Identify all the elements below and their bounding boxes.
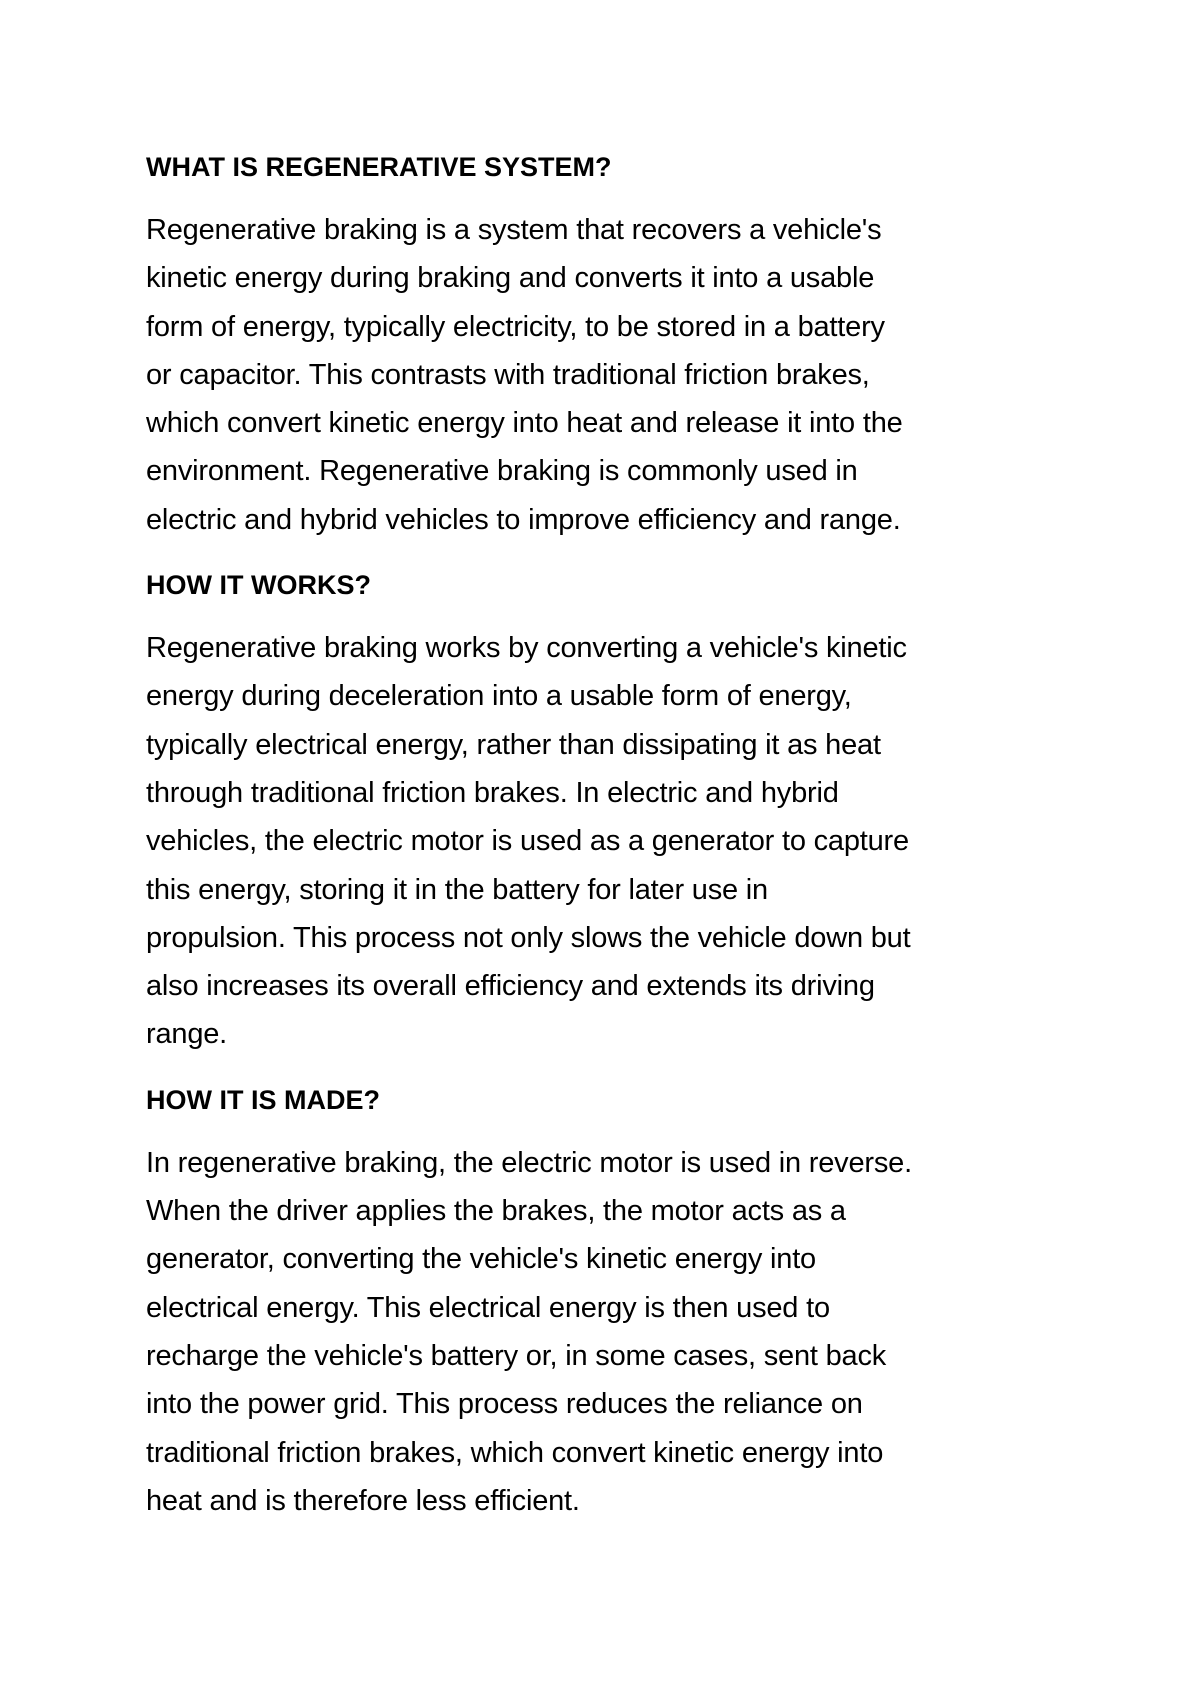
paragraph-line: environment. Regenerative braking is commonly used in (146, 455, 858, 488)
paragraph-line: When the driver applies the brakes, the motor acts as a (146, 1195, 846, 1228)
document-body (146, 150, 1066, 1549)
paragraph-line: vehicles, the electric motor is used as a generator to capture (146, 825, 909, 858)
section-paragraph-what-is (146, 206, 1066, 544)
paragraph-line: form of energy, typically electricity, to be stored in a battery (146, 310, 885, 343)
section-paragraph-how-it-works (146, 624, 1066, 1059)
paragraph-line: which convert kinetic energy into heat and release it into the (146, 407, 903, 440)
paragraph-line: energy during deceleration into a usable form of energy, (146, 680, 852, 713)
paragraph-line: Regenerative braking works by converting a vehicle's kinetic (146, 632, 907, 665)
paragraph-line: into the power grid. This process reduces the reliance on (146, 1388, 863, 1421)
paragraph-line: typically electrical energy, rather than dissipating it as heat (146, 728, 881, 761)
section-heading-how-it-works: HOW IT WORKS? (146, 570, 371, 601)
paragraph-line: In regenerative braking, the electric motor is used in reverse. (146, 1146, 912, 1179)
paragraph-line: Regenerative braking is a system that recovers a vehicle's (146, 214, 882, 246)
paragraph-line: this energy, storing it in the battery for later use in (146, 873, 768, 906)
paragraph-line: traditional friction brakes, which convert kinetic energy into (146, 1436, 884, 1469)
paragraph-line: range. (146, 1018, 228, 1051)
paragraph-line: generator, converting the vehicle's kinetic energy into (146, 1243, 816, 1276)
paragraph-line: also increases its overall efficiency and extends its driving (146, 970, 875, 1003)
paragraph-line: electric and hybrid vehicles to improve efficiency and range. (146, 503, 901, 536)
paragraph-line: kinetic energy during braking and converts it into a usable (146, 262, 875, 295)
section-heading-what-is: WHAT IS REGENERATIVE SYSTEM? (146, 152, 612, 182)
section-heading-how-it-is-made: HOW IT IS MADE? (146, 1084, 380, 1115)
paragraph-line: through traditional friction brakes. In electric and hybrid (146, 776, 839, 809)
paragraph-line: recharge the vehicle's battery or, in some cases, sent back (146, 1339, 887, 1372)
paragraph-line: or capacitor. This contrasts with traditional friction brakes, (146, 358, 870, 391)
section-paragraph-how-it-is-made (146, 1139, 1066, 1525)
paragraph-line: heat and is therefore less efficient. (146, 1484, 580, 1517)
paragraph-line: propulsion. This process not only slows the vehicle down but (146, 921, 911, 954)
paragraph-line: electrical energy. This electrical energy is then used to (146, 1291, 830, 1324)
